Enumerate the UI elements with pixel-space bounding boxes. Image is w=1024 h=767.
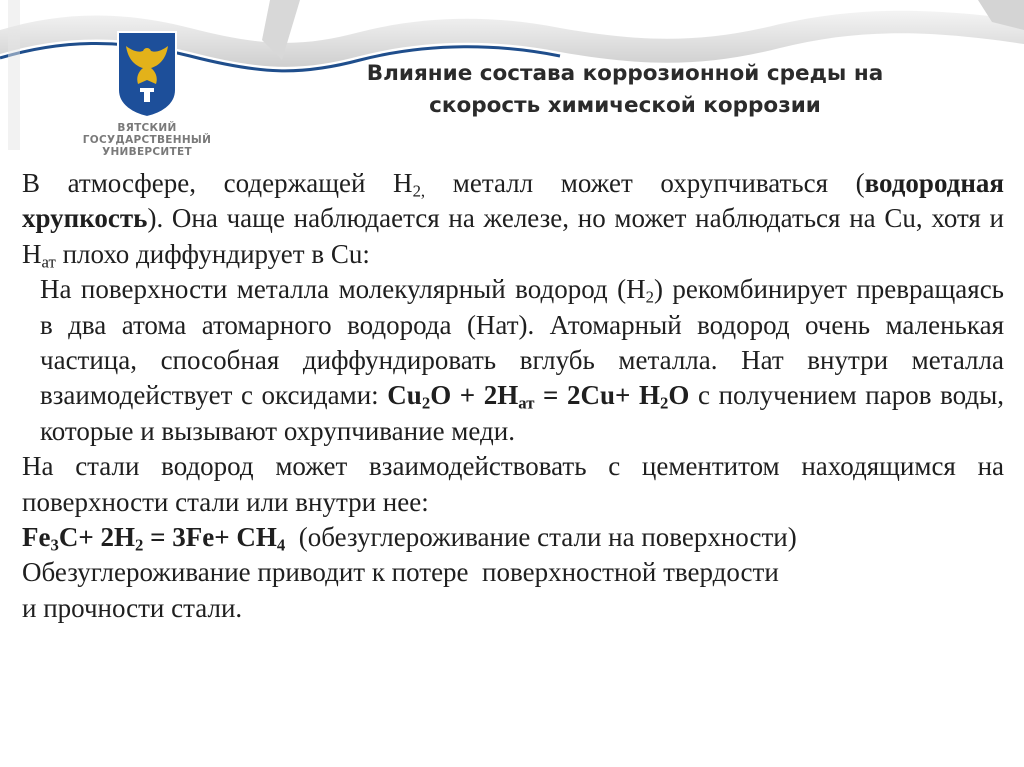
bold-term: водородная хрупкость [22, 168, 1004, 234]
logo-caption [62, 122, 232, 158]
subscript: 2 [645, 287, 654, 307]
paragraph-hydrogen-embrittlement [22, 166, 1004, 272]
subscript: 2 [135, 535, 144, 555]
subscript: 4 [276, 535, 286, 555]
text: плохо диффундирует в Cu: [55, 238, 370, 269]
slide-title [255, 58, 995, 122]
eq-part: C+ 2H [58, 522, 135, 553]
eq-part: O + 2H [430, 380, 519, 411]
eq-part: Cu [387, 380, 422, 411]
subscript: ат [518, 394, 535, 414]
title-line-2: скорость химической коррозии [429, 93, 821, 118]
logo-line: ГОСУДАРСТВЕННЫЙ [82, 134, 212, 146]
subscript: 2 [421, 394, 431, 414]
eq-part: O [668, 380, 690, 411]
text: На поверхности металла молекулярный водород (Н [40, 274, 646, 305]
text: металл может охрупчиваться ( [425, 168, 865, 198]
text: Обезуглероживание приводит к потере поверхностной твердости [22, 557, 779, 588]
reaction-equation-copper [387, 380, 690, 414]
eagle-emblem-icon [116, 30, 178, 118]
eq-part: = 3Fe+ CH [143, 522, 277, 553]
text: с получением паров воды, которые и вызывают охрупчивание меди. [40, 380, 1005, 446]
text: ). Она чаще наблюдается на железе, но может наблюдаться на Cu, хотя и Н [22, 203, 1004, 269]
slide-body [22, 166, 1004, 626]
subscript: 2, [412, 181, 426, 201]
logo-line: УНИВЕРСИТЕТ [102, 146, 192, 158]
subscript: ат [41, 252, 56, 272]
subscript: 3 [50, 535, 59, 555]
reaction-equation-cementite [22, 522, 286, 555]
logo-line: ВЯТСКИЙ [117, 122, 177, 134]
text: и прочности стали. [22, 592, 243, 623]
subscript: 2 [660, 394, 669, 414]
paragraph-atomic-hydrogen [22, 272, 1004, 449]
text: (обезуглероживание стали на поверхности) [285, 522, 797, 553]
paragraph-decarburization [22, 520, 1004, 626]
text: В атмосфере, содержащей Н [22, 168, 413, 198]
paragraph-steel-cementite: На стали водород может взаимодействовать с цементитом находящимся на поверхности стали или внутри нее: [22, 451, 1004, 517]
text: ) рекомбинирует превращаясь в два атома атомарного водорода (Нат). Атомарный водород очень маленькая частица, способная диффундировать вглубь металла. Нат внутри металла взаимодействует с оксидами: [40, 274, 1004, 411]
title-line-1: Влияние состава коррозионной среды на [366, 61, 884, 86]
eq-part: = 2Cu+ H [534, 380, 661, 411]
university-logo [62, 30, 212, 165]
eq-part: Fe [22, 522, 51, 553]
